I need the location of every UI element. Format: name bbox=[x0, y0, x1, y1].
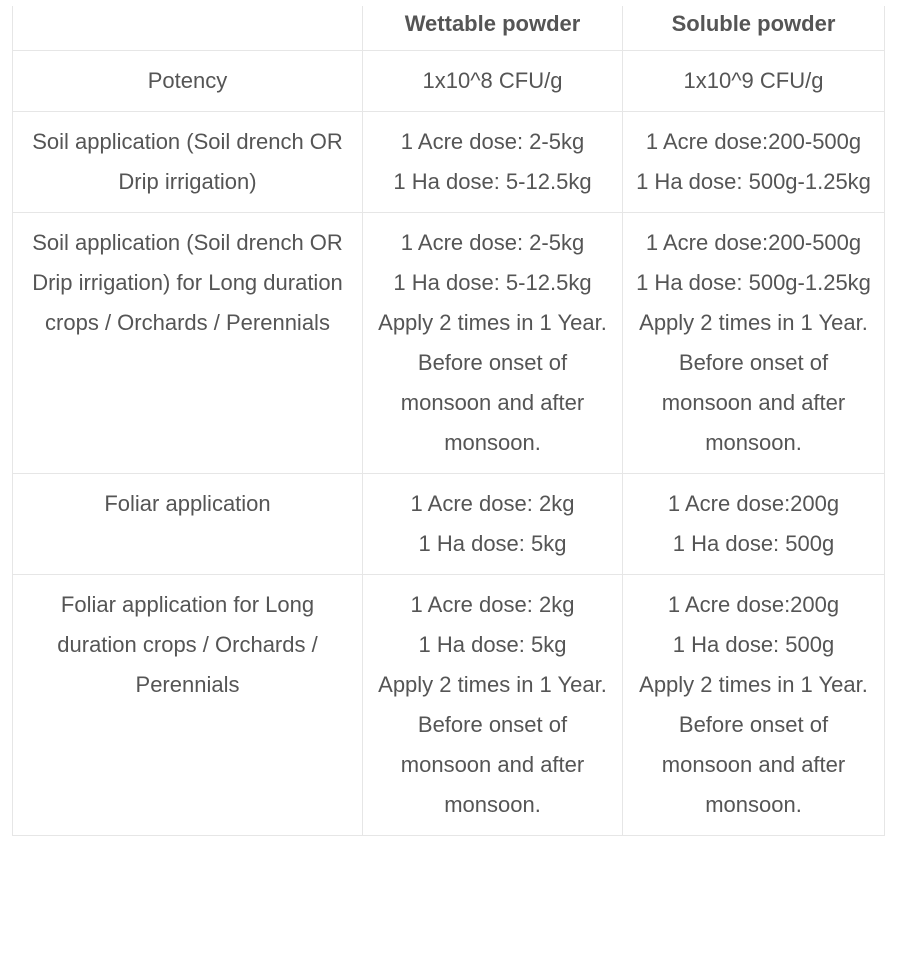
wettable-cell bbox=[363, 474, 623, 575]
wettable-cell bbox=[363, 213, 623, 474]
row-label bbox=[13, 112, 363, 213]
soluble-line: 1x10^9 CFU/g bbox=[683, 68, 824, 93]
soluble-cell bbox=[623, 474, 885, 575]
wettable-line: 1 Acre dose: 2kg bbox=[410, 491, 575, 516]
soluble-cell bbox=[623, 575, 885, 836]
wettable-cell bbox=[363, 112, 623, 213]
wettable-cell bbox=[363, 575, 623, 836]
row-label bbox=[13, 575, 363, 836]
table-row bbox=[13, 51, 885, 112]
row-label-text: Soil application (Soil drench OR Drip irrigation) for Long duration crops / Orchards / Perennials bbox=[32, 230, 343, 335]
soluble-cell bbox=[623, 213, 885, 474]
table-header bbox=[13, 6, 885, 51]
soluble-line: Apply 2 times in 1 Year. Before onset of monsoon and after monsoon. bbox=[639, 310, 868, 455]
soluble-cell bbox=[623, 51, 885, 112]
wettable-line: 1 Acre dose: 2kg bbox=[410, 592, 575, 617]
header-row bbox=[13, 6, 885, 51]
row-label-text: Soil application (Soil drench OR Drip irrigation) bbox=[32, 129, 343, 194]
table-row bbox=[13, 474, 885, 575]
row-label-text: Potency bbox=[147, 68, 228, 93]
soluble-line: 1 Acre dose:200-500g bbox=[645, 230, 862, 255]
row-label bbox=[13, 51, 363, 112]
row-label-text: Foliar application for Long duration crops / Orchards / Perennials bbox=[57, 592, 318, 697]
header-cell-wettable-powder: Wettable powder bbox=[363, 6, 623, 51]
row-label-text: Foliar application bbox=[104, 491, 271, 516]
soluble-line: 1 Ha dose: 500g-1.25kg bbox=[636, 169, 871, 194]
soluble-line: 1 Ha dose: 500g bbox=[672, 531, 835, 556]
wettable-line: Apply 2 times in 1 Year. Before onset of monsoon and after monsoon. bbox=[378, 310, 607, 455]
soluble-line: 1 Ha dose: 500g-1.25kg bbox=[636, 270, 871, 295]
dosage-table bbox=[12, 6, 885, 836]
soluble-line: Apply 2 times in 1 Year. Before onset of monsoon and after monsoon. bbox=[639, 672, 868, 817]
soluble-line: 1 Acre dose:200g bbox=[667, 491, 840, 516]
wettable-line: 1 Ha dose: 5-12.5kg bbox=[393, 270, 592, 295]
soluble-line: 1 Acre dose:200g bbox=[667, 592, 840, 617]
table-row bbox=[13, 112, 885, 213]
soluble-line: 1 Acre dose:200-500g bbox=[645, 129, 862, 154]
soluble-cell bbox=[623, 112, 885, 213]
table-row bbox=[13, 575, 885, 836]
wettable-line: 1 Ha dose: 5kg bbox=[418, 632, 567, 657]
wettable-line: 1 Acre dose: 2-5kg bbox=[400, 129, 585, 154]
soluble-line: 1 Ha dose: 500g bbox=[672, 632, 835, 657]
table-body bbox=[13, 51, 885, 836]
wettable-line: 1x10^8 CFU/g bbox=[422, 68, 563, 93]
row-label bbox=[13, 213, 363, 474]
header-cell-empty bbox=[13, 6, 363, 51]
header-cell-soluble-powder: Soluble powder bbox=[623, 6, 885, 51]
wettable-line: 1 Acre dose: 2-5kg bbox=[400, 230, 585, 255]
wettable-line: 1 Ha dose: 5-12.5kg bbox=[393, 169, 592, 194]
wettable-line: Apply 2 times in 1 Year. Before onset of monsoon and after monsoon. bbox=[378, 672, 607, 817]
row-label bbox=[13, 474, 363, 575]
wettable-line: 1 Ha dose: 5kg bbox=[418, 531, 567, 556]
wettable-cell bbox=[363, 51, 623, 112]
table-row bbox=[13, 213, 885, 474]
